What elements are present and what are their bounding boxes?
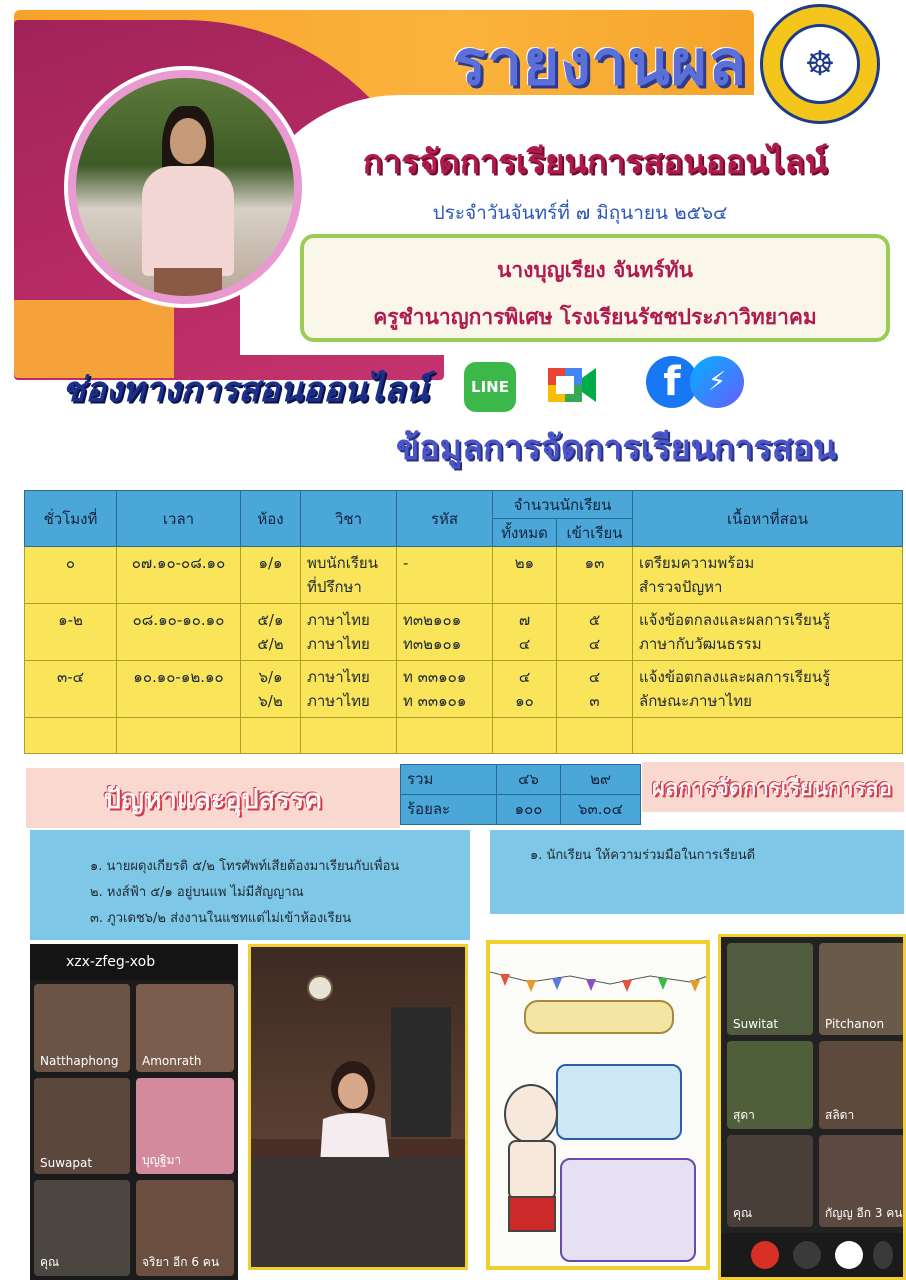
cell-total: ๒๑ — [493, 547, 557, 604]
participant-tile: คุณ — [34, 1180, 130, 1276]
google-meet-icon — [546, 362, 598, 408]
cell-period: ๓-๔ — [25, 661, 117, 718]
teacher-name: นางบุญเรียง จันทร์ทัน — [497, 258, 693, 282]
messenger-icon: ⚡ — [690, 356, 744, 408]
summary-pct-label: ร้อยละ — [401, 795, 497, 825]
clock-icon — [307, 975, 333, 1001]
participant-tile: สุดา — [727, 1041, 813, 1129]
worksheet-photo — [486, 940, 710, 1270]
header-subject: วิชา — [301, 491, 397, 547]
header-room: ห้อง — [241, 491, 301, 547]
cell-time: ๑๐.๑๐-๑๒.๑๐ — [117, 661, 241, 718]
results-title: ผลการจัดการเรียนการสอ — [642, 762, 904, 812]
worksheet-textbox — [560, 1158, 696, 1262]
more-options-icon[interactable] — [873, 1241, 893, 1269]
meet-screenshot-1 — [30, 944, 238, 1280]
summary-pct-total: ๑๐๐ — [497, 795, 561, 825]
header-content: เนื้อหาที่สอน — [633, 491, 903, 547]
cell-content: แจ้งข้อตกลงและผลการเรียนรู้ ลักษณะภาษาไทย — [633, 661, 903, 718]
participant-tile: Natthaphong — [34, 984, 130, 1072]
cell-total: ๔ ๑๐ — [493, 661, 557, 718]
summary-sum-label: รวม — [401, 765, 497, 795]
cell-subject: ภาษาไทย ภาษาไทย — [301, 661, 397, 718]
participant-tile: Pitchanon — [819, 943, 905, 1035]
cell-period: ๐ — [25, 547, 117, 604]
cell-time: ๐๘.๑๐-๑๐.๑๐ — [117, 604, 241, 661]
facebook-icon: f — [646, 356, 698, 408]
schedule-table-wrap — [24, 490, 902, 754]
summary-table — [400, 764, 641, 825]
participant-tile: จริยา อีก 6 คน — [136, 1180, 234, 1276]
cell-total: ๗ ๔ — [493, 604, 557, 661]
summary-sum-total: ๔๖ — [497, 765, 561, 795]
results-box — [490, 830, 904, 914]
cell-subject: พบนักเรียน ที่ปรึกษา — [301, 547, 397, 604]
participant-tile: Suwapat — [34, 1078, 130, 1174]
header-total: ทั้งหมด — [493, 519, 557, 547]
worksheet-title-ribbon — [524, 1000, 674, 1034]
teacher-desk-photo — [248, 944, 468, 1270]
participant-tile: คุณ — [727, 1135, 813, 1227]
cell-subject: ภาษาไทย ภาษาไทย — [301, 604, 397, 661]
school-emblem-icon: ☸ — [780, 24, 860, 104]
participant-tile: Suwitat — [727, 943, 813, 1035]
problem-item: ๒. หงส์ฟ้า ๕/๑ อยู่บนแพ ไม่มีสัญญาณ — [90, 885, 304, 900]
report-title: รายงานผล — [452, 26, 748, 99]
mic-icon[interactable] — [835, 1241, 863, 1269]
meet-code: xzx-zfeg-xob — [30, 944, 238, 980]
cell-room: ๑/๑ — [241, 547, 301, 604]
cell-code: - — [397, 547, 493, 604]
cell-code: ท ๓๓๑๐๑ ท ๓๓๑๐๑ — [397, 661, 493, 718]
result-item: ๑. นักเรียน ให้ความร่วมมือในการเรียนดี — [530, 848, 756, 863]
table-row — [25, 547, 903, 604]
schedule-table — [24, 490, 903, 754]
cell-code: ท๓๒๑๐๑ ท๓๒๑๐๑ — [397, 604, 493, 661]
table-row-empty — [25, 718, 903, 754]
report-subtitle: การจัดการเรียนการสอนออนไลน์ — [362, 142, 828, 181]
cell-attended: ๔ ๓ — [557, 661, 633, 718]
table-row — [25, 661, 903, 718]
bunting-decoration — [490, 964, 710, 1004]
summary-pct-attended: ๖๓.๐๔ — [561, 795, 641, 825]
line-icon: LINE — [464, 362, 516, 412]
header-period: ชั่วโมงที่ — [25, 491, 117, 547]
teacher-portrait — [76, 78, 294, 296]
teacher-position: ครูชำนาญการพิเศษ โรงเรียนรัชชประภาวิทยาคม — [373, 305, 817, 329]
info-title: ข้อมูลการจัดการเรียนการสอน — [396, 428, 837, 468]
participant-tile: กัญญ อีก 3 คน — [819, 1135, 905, 1227]
teacher-info-box — [300, 234, 890, 342]
header-code: รหัส — [397, 491, 493, 547]
cell-content: เตรียมความพร้อม สำรวจปัญหา — [633, 547, 903, 604]
worksheet-textbox — [556, 1064, 682, 1140]
cell-time: ๐๗.๑๐-๐๘.๑๐ — [117, 547, 241, 604]
problem-item: ๓. ภูวเดช๖/๒ ส่งงานในแชทแต่ไม่เข้าห้องเรียน — [90, 911, 352, 926]
report-date: ประจำวันจันทร์ที่ ๗ มิถุนายน ๒๕๖๔ — [432, 202, 728, 224]
table-row — [25, 604, 903, 661]
cell-attended: ๑๓ — [557, 547, 633, 604]
cell-room: ๖/๑ ๖/๒ — [241, 661, 301, 718]
cell-room: ๕/๑ ๕/๒ — [241, 604, 301, 661]
cell-attended: ๕ ๔ — [557, 604, 633, 661]
problems-title: ปัญหาและอุปสรรค — [26, 768, 400, 828]
cartoon-child — [504, 1084, 558, 1144]
problems-box — [30, 830, 470, 940]
summary-sum-attended: ๒๙ — [561, 765, 641, 795]
end-call-icon[interactable] — [751, 1241, 779, 1269]
participant-tile: สลิดา — [819, 1041, 905, 1129]
camera-icon[interactable] — [793, 1241, 821, 1269]
meet-screenshot-2 — [718, 934, 906, 1280]
call-controls — [721, 1233, 903, 1277]
participant-tile: Amonrath — [136, 984, 234, 1072]
header-time: เวลา — [117, 491, 241, 547]
channels-title: ช่องทางการสอนออนไลน์ — [62, 370, 428, 410]
header-students: จำนวนนักเรียน — [493, 491, 633, 519]
cell-content: แจ้งข้อตกลงและผลการเรียนรู้ ภาษากับวัฒนธรรม — [633, 604, 903, 661]
header-attended: เข้าเรียน — [557, 519, 633, 547]
participant-tile: บุญฐิมา — [136, 1078, 234, 1174]
school-logo — [760, 4, 880, 124]
cell-period: ๑-๒ — [25, 604, 117, 661]
problem-item: ๑. นายผดุงเกียรติ ๕/๒ โทรศัพท์เสียต้องมาเรียนกับเพื่อน — [90, 859, 400, 874]
